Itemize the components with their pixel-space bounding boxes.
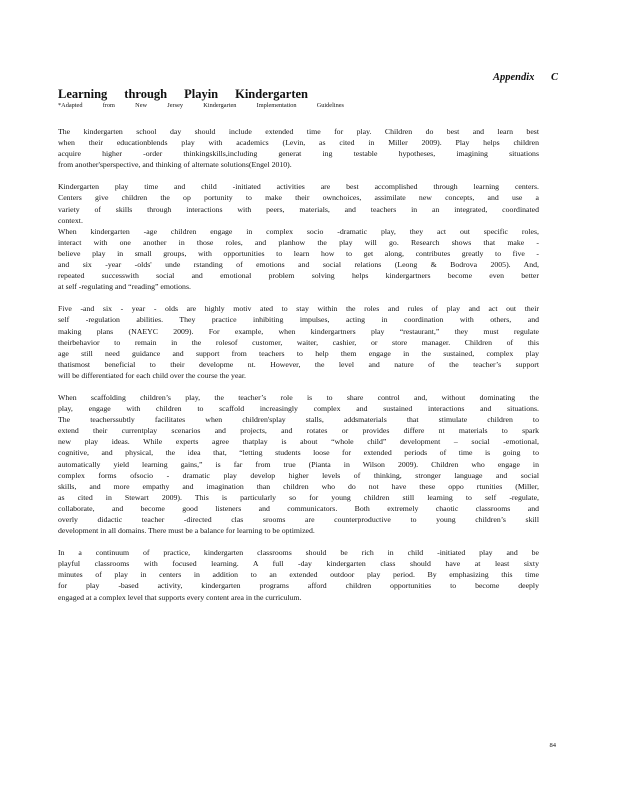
paragraph-line: believe play in small groups, with opportunities to learn how to get along, contributes greatly to five - [58,248,539,258]
appendix-label: Appendix C [492,72,558,83]
paragraph-line: at self -regulating and “reading” emotions. [58,282,191,292]
paragraph-line: Kindergarten play time and child -initiated activities are best accomplished through learning centers. [58,182,539,192]
paragraph-line: self -regulation abilities. They practice inhibiting impulses, acting in coordination with others, and [58,315,539,325]
paragraph [58,126,539,170]
paragraph-line: play, engage with children to scaffold increasingly complex and sustained interactions and situations. [58,404,539,414]
paragraph-line: extend their currentplay scenarios and projects, and rotates or provides differe nt materials to spark [58,426,539,436]
document-body [58,126,539,614]
paragraph-line: acquire higher -order thinkingskills,including generat ing testable hypotheses, imagining situations [58,149,539,159]
paragraph-line: playful classrooms with focused learning. A full -day kindergarten class should have at least sixty [58,559,539,569]
paragraph-line: When scaffolding children’s play, the teacher’s role is to share control and, without dominating the [58,392,539,402]
paragraph [58,181,539,292]
paragraph-line: as cited in Stewart 2009). This is particularly so for young children still learning to self -regulate, [58,492,539,502]
paragraph-line: theirbehavior to remain in the rolesof customer, waiter, cashier, or store manager. Children of this [58,337,539,347]
paragraph [58,547,539,602]
paragraph-line: complex forms ofsocio - dramatic play develop higher levels of thinking, stronger language and social [58,470,539,480]
paragraph-line: skills, and more empathy and imagination than children who do not have these oppo rtunities (Miller, [58,481,539,491]
paragraph-line: repeated successwith social and emotional problem solving helps kindergartners become even better [58,271,539,281]
paragraph-line: Five -and six - year - olds are highly motiv ated to stay within the roles and rules of play and act out their [58,304,539,314]
paragraph-line: thatismost beneficial to their developme nt. However, the level and nature of the teacher’s support [58,359,539,369]
paragraph-line: cognitive, and physical, the idea that, “letting students loose for extended periods of time is going to [58,448,539,458]
paragraph-line: age still need guidance and support from teachers to help them engage in the sustained, complex play [58,348,539,358]
paragraph-line: When kindergarten -age children engage in complex socio -dramatic play, they act out specific roles, [58,226,539,236]
paragraph-line: variety of skills through interactions with peers, materials, and teachers in an integrated, coordinated [58,204,539,214]
paragraph-line: Centers give children the op portunity to make their ownchoices, assimilate new concepts, and use a [58,193,539,203]
paragraph [58,303,539,381]
paragraph-line: from another'sperspective, and thinking of alternate solutions(Engel 2010). [58,160,292,170]
paragraph-line: The kindergarten school day should include extended time for play. Children do best and learn best [58,127,539,136]
paragraph [58,392,539,536]
document-title: Learning through Playin Kindergarten [58,87,308,101]
paragraph-line: engaged at a complex level that supports every content area in the curriculum. [58,592,302,602]
paragraph-line: automatically yield learning gains,” is far from true (Pianta in Wilson 2009). Children who engage in [58,459,539,469]
paragraph-line: new play ideas. While experts agree thatplay is about “whole child” development – social -emotional, [58,437,539,447]
paragraph-line: The teacherssubtly facilitates when children'splay stalls, addsmaterials that stimulate children to [58,415,539,425]
paragraph-line: collaborate, and become good listeners and communicators. Both extremely chaotic classrooms and [58,503,539,513]
paragraph-line: development in all domains. There must be a balance for learning to be optimized. [58,526,315,536]
paragraph-line: context. [58,215,83,225]
document-subtitle: *Adapted from New Jersey Kindergarten Implementation Guidelines [58,102,344,109]
paragraph-line: when their educationblends play with academics (Levin, as cited in Miller 2009). Play helps children [58,138,539,148]
paragraph-line: minutes of play in centers in addition to an extended outdoor play period. By emphasizing this time [58,570,539,580]
paragraph-line: and six -year -olds' unde rstanding of emotions and social relations (Leong & Bodrova 2005). And, [58,260,539,270]
paragraph-line: making plans (NAEYC 2009). For example, when kindergartners play “restaurant,” they must regulate [58,326,539,336]
paragraph-line: interact with one another in those roles, and planhow the play will go. Research shows that make - [58,237,539,247]
page-number: 84 [549,742,556,749]
paragraph-line: In a continuum of practice, kindergarten classrooms should be rich in child -initiated play and be [58,548,539,558]
paragraph-line: will be differentiated for each child over the course the year. [58,370,246,380]
paragraph-line: for play -based activity, kindergarten programs afford children opportunities to become deeply [58,581,539,591]
paragraph-line: overly didactic teacher -directed clas srooms are counterproductive to young children’s skill [58,515,539,524]
